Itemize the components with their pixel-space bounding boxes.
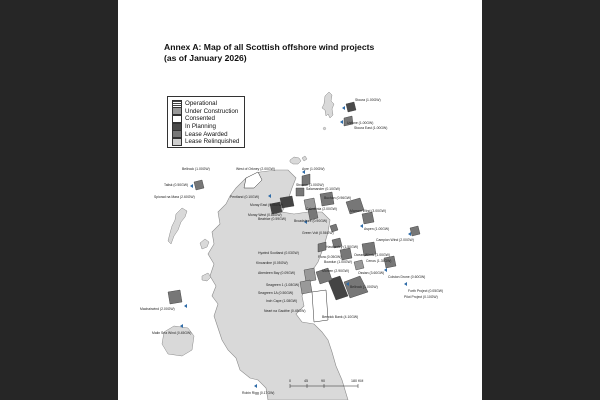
label-bellrock-north: Bellrock (1.00GW) bbox=[182, 167, 210, 171]
label-ayre: Ayre (1.00GW) bbox=[302, 167, 325, 171]
label-neart-na-gaoithe: Neart na Gaoithe (0.45GW) bbox=[264, 309, 306, 313]
label-salamander: Salamander (0.10GW) bbox=[306, 187, 340, 191]
legend-swatch-lease-relinquished bbox=[172, 138, 182, 146]
label-green-volt: Green Volt (0.56GW) bbox=[302, 231, 334, 235]
project-zone-flora bbox=[318, 242, 326, 252]
marker-forth-project bbox=[404, 282, 407, 286]
outer-hebrides-landmass bbox=[168, 208, 187, 244]
label-broadshore: Broadshore (0.90GW) bbox=[294, 219, 328, 223]
label-moray-east: Moray East (0.95GW) bbox=[250, 203, 283, 207]
scale-unit: 180 KM bbox=[351, 379, 364, 383]
project-zone-beech bbox=[410, 226, 420, 236]
legend-label: Operational bbox=[185, 100, 217, 108]
label-hywind-scotland: Hywind Scotland (0.03GW) bbox=[258, 251, 299, 255]
label-pentland: Pentland (0.10GW) bbox=[230, 195, 260, 199]
map-legend bbox=[167, 96, 245, 148]
scotland-offshore-map bbox=[118, 0, 482, 400]
label-west-of-orkney: West of Orkney (2.00GW) bbox=[236, 167, 275, 171]
scale-tick-0: 0 bbox=[289, 379, 291, 383]
fair-isle bbox=[323, 127, 326, 130]
legend-label: Under Construction bbox=[185, 107, 239, 115]
legend-item-lease-relinquished bbox=[172, 138, 240, 146]
marker-stoura bbox=[342, 106, 345, 110]
viewer-background-left bbox=[0, 0, 118, 400]
label-pilot-project: Pilot Project (0.10GW) bbox=[404, 295, 438, 299]
legend-item-consented bbox=[172, 115, 240, 123]
project-zone-ocean-winds bbox=[340, 248, 352, 260]
label-havbredey: Havbredey (1.50GW) bbox=[326, 245, 359, 249]
label-caledonia: Caledonia (2.00GW) bbox=[306, 207, 337, 211]
label-ustone: Ustone (1.00GW) bbox=[347, 121, 374, 125]
label-forth-project: Forth Project (0.05GW) bbox=[408, 289, 444, 293]
shetland-landmass bbox=[322, 92, 334, 118]
label-bowdun: Bowdun (1.00GW) bbox=[324, 260, 352, 264]
document-page bbox=[118, 0, 482, 400]
label-aberdeen-bay: Aberdeen Bay (0.09GW) bbox=[258, 271, 296, 275]
legend-item-lease-awarded bbox=[172, 130, 240, 138]
label-marram-wind: Marram Wind (3.00GW) bbox=[350, 209, 386, 213]
project-zone-stromar bbox=[296, 188, 304, 196]
legend-item-in-planning bbox=[172, 123, 240, 131]
label-berwick-bank: Berwick Bank (4.10GW) bbox=[322, 315, 359, 319]
label-campion-wind: Campion Wind (2.00GW) bbox=[376, 238, 414, 242]
orkney-landmass bbox=[290, 156, 307, 164]
title-line-2: (as of January 2026) bbox=[164, 52, 247, 63]
label-robin-rigg: Robin Rigg (0.17GW) bbox=[242, 391, 275, 395]
label-ossian: Ossian (3.60GW) bbox=[358, 271, 385, 275]
label-talisk: Talisk (0.50GW) bbox=[164, 183, 189, 187]
legend-label: Lease Awarded bbox=[185, 130, 228, 138]
legend-label: Lease Relinquished bbox=[185, 138, 240, 146]
marker-colston-drone bbox=[384, 268, 387, 272]
mull-landmass bbox=[202, 273, 211, 281]
label-buchan: Buchan (0.96GW) bbox=[324, 196, 352, 200]
marker-aspen bbox=[360, 224, 363, 228]
label-ocean-winds: Ocean Winds (1.00GW) bbox=[354, 253, 390, 257]
project-zone-aspen bbox=[362, 212, 374, 224]
title-line-1: Annex A: Map of all Scottish offshore wind projects bbox=[164, 42, 375, 52]
label-stoura: Stoura (1.00GW) bbox=[355, 98, 381, 102]
label-inch-cape: Inch Cape (1.08GW) bbox=[266, 299, 298, 303]
skye-landmass bbox=[200, 239, 209, 249]
label-seagreen-1: Seagreen 1 (1.08GW) bbox=[266, 283, 300, 287]
label-kincardine: Kincardine (0.05GW) bbox=[256, 261, 288, 265]
label-spiorad-na-mara: Spiorad na Mara (2.60GW) bbox=[154, 195, 195, 199]
legend-item-operational bbox=[172, 100, 240, 108]
project-zone-talisk bbox=[194, 180, 204, 190]
label-flora: Flora (0.05GW) bbox=[318, 255, 342, 259]
label-stoura-east: Stoura East (1.00GW) bbox=[354, 126, 388, 130]
legend-label: In Planning bbox=[185, 123, 216, 131]
label-moray-west: Moray West (0.88GW) bbox=[248, 213, 282, 217]
legend-label: Consented bbox=[185, 115, 215, 123]
project-zone-machairwind bbox=[168, 290, 182, 304]
scale-tick-90: 90 bbox=[321, 379, 325, 383]
scale-tick-45: 45 bbox=[304, 379, 308, 383]
marker-talisk bbox=[190, 184, 193, 188]
label-malin-sea-wind: Malin Sea Wind (0.45GW) bbox=[152, 331, 192, 335]
label-stromar: Stromar (1.00GW) bbox=[296, 183, 324, 187]
label-colston-drone: Colston Drone (0.60GW) bbox=[388, 275, 426, 279]
label-machairwind: Machairwind (2.00GW) bbox=[140, 307, 175, 311]
label-beatrice: Beatrice (0.59GW) bbox=[258, 217, 287, 221]
marker-beech bbox=[408, 232, 411, 236]
label-bellrock-south: Bellrock (1.00GW) bbox=[350, 285, 378, 289]
label-cenos: Cenos (1.35GW) bbox=[366, 259, 392, 263]
legend-item-under-construction bbox=[172, 108, 240, 116]
marker-ustone bbox=[340, 120, 343, 124]
label-morven: Morven (2.90GW) bbox=[322, 269, 349, 273]
project-zone-cenos bbox=[354, 260, 364, 270]
label-seagreen-1a: Seagreen 1A (0.50GW) bbox=[258, 291, 294, 295]
project-zone-stoura bbox=[346, 102, 356, 112]
project-zone-inch-cape bbox=[300, 280, 312, 294]
marker-robin-rigg bbox=[254, 384, 257, 388]
viewer-background-right bbox=[482, 0, 600, 400]
marker-machairwind bbox=[184, 304, 187, 308]
label-aspen: Aspen (1.00GW) bbox=[364, 227, 390, 231]
